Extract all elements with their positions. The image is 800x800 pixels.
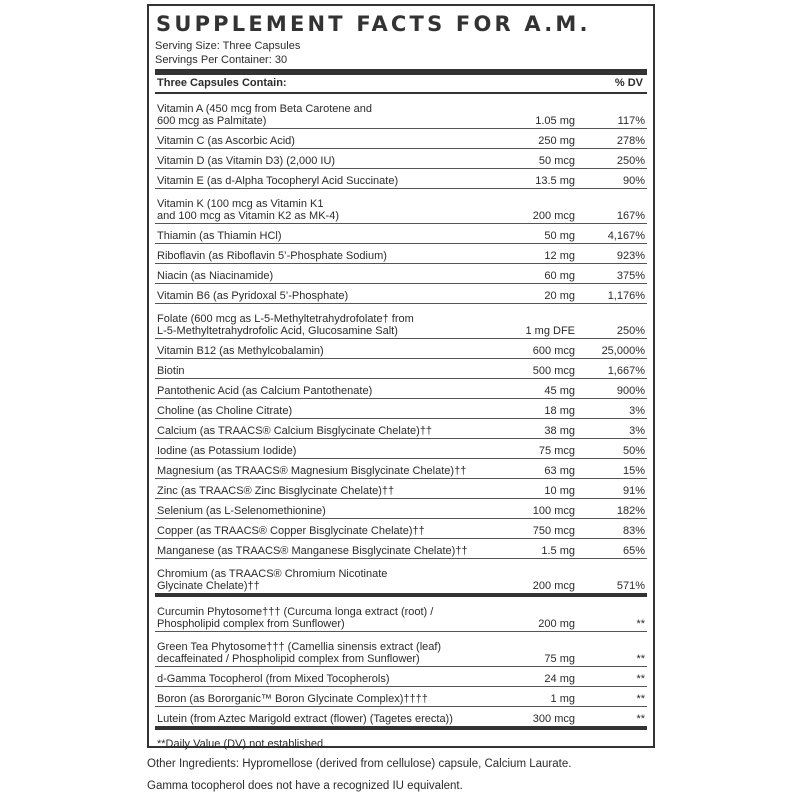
nutrient-name: Niacin (as Niacinamide) — [157, 269, 274, 282]
table-row — [155, 379, 647, 399]
nutrient-name: Vitamin K (100 mcg as Vitamin K1 and 100 mcg as Vitamin K2 as MK-4) — [157, 198, 339, 222]
nutrient-dv: 50% — [622, 444, 645, 457]
table-row — [155, 149, 647, 169]
nutrient-dv: ** — [636, 712, 645, 725]
nutrient-dv: 4,167% — [607, 229, 645, 242]
nutrient-name: Choline (as Choline Citrate) — [157, 404, 293, 417]
nutrient-dv: 250% — [616, 154, 645, 167]
table-row — [155, 419, 647, 439]
nutrient-amount: 100 mcg — [532, 504, 575, 517]
nutrient-dv: 1,176% — [607, 289, 645, 302]
nutrient-name: Curcumin Phytosome††† (Curcuma longa extract (root) / Phospholipid complex from Sunflower) — [157, 606, 434, 630]
nutrient-dv: 25,000% — [601, 344, 645, 357]
nutrient-dv: 375% — [616, 269, 645, 282]
nutrient-amount: 18 mg — [544, 404, 575, 417]
nutrient-dv: 15% — [622, 464, 645, 477]
gamma-note: Gamma tocopherol does not have a recognized IU equivalent. — [147, 780, 463, 792]
nutrient-amount: 200 mcg — [532, 579, 575, 592]
nutrient-amount: 1.05 mg — [535, 114, 575, 127]
nutrient-table — [155, 94, 647, 597]
header-contain: Three Capsules Contain: — [157, 77, 287, 89]
nutrient-name: Manganese (as TRAACS® Manganese Bisglycinate Chelate)†† — [157, 544, 468, 557]
nutrient-amount: 75 mg — [544, 652, 575, 665]
nutrient-name: Vitamin A (450 mcg from Beta Carotene and 600 mcg as Palmitate) — [157, 103, 373, 127]
nutrient-dv: ** — [636, 692, 645, 705]
table-row — [155, 169, 647, 189]
nutrient-name: Calcium (as TRAACS® Calcium Bisglycinate Chelate)†† — [157, 424, 433, 437]
nutrient-amount: 24 mg — [544, 672, 575, 685]
nutrient-amount: 50 mg — [544, 229, 575, 242]
table-row — [155, 264, 647, 284]
other-nutrient-table — [155, 597, 647, 730]
table-row — [155, 539, 647, 559]
table-row — [155, 459, 647, 479]
nutrient-dv: 117% — [617, 114, 645, 127]
table-row — [155, 667, 647, 687]
nutrient-name: Biotin — [157, 364, 185, 377]
nutrient-dv: 167% — [616, 209, 645, 222]
nutrient-dv: 250% — [616, 324, 645, 337]
label-title: SUPPLEMENT FACTS FOR A.M. — [156, 12, 591, 36]
table-row — [155, 479, 647, 499]
nutrient-name: Zinc (as TRAACS® Zinc Bisglycinate Chelate)†† — [157, 484, 395, 497]
nutrient-dv: 278% — [616, 134, 645, 147]
nutrient-name: Chromium (as TRAACS® Chromium Nicotinate Glycinate Chelate)†† — [157, 568, 388, 592]
nutrient-name: Green Tea Phytosome††† (Camellia sinensis extract (leaf) decaffeinated / Phospholipid complex from Sunflower) — [157, 641, 442, 665]
nutrient-dv: 900% — [616, 384, 645, 397]
nutrient-name: Pantothenic Acid (as Calcium Pantothenate) — [157, 384, 373, 397]
nutrient-amount: 10 mg — [544, 484, 575, 497]
nutrient-name: Vitamin D (as Vitamin D3) (2,000 IU) — [157, 154, 336, 167]
nutrient-amount: 200 mg — [538, 617, 575, 630]
table-row — [155, 304, 647, 339]
table-row — [155, 94, 647, 129]
nutrient-dv: 65% — [622, 544, 645, 557]
nutrient-name: Riboflavin (as Riboflavin 5’-Phosphate Sodium) — [157, 249, 387, 262]
nutrient-dv: ** — [636, 672, 645, 685]
table-row — [155, 284, 647, 304]
nutrient-amount: 63 mg — [544, 464, 575, 477]
nutrient-amount: 75 mcg — [538, 444, 575, 457]
header-dv: % DV — [614, 77, 643, 89]
nutrient-name: Copper (as TRAACS® Copper Bisglycinate Chelate)†† — [157, 524, 425, 537]
nutrient-name: Magnesium (as TRAACS® Magnesium Bisglycinate Chelate)†† — [157, 464, 467, 477]
table-row — [155, 129, 647, 149]
nutrient-amount: 12 mg — [544, 249, 575, 262]
nutrient-amount: 20 mg — [544, 289, 575, 302]
dv-footnote: **Daily Value (DV) not established. — [157, 738, 327, 750]
serving-size: Serving Size: Three Capsules — [155, 40, 301, 52]
nutrient-name: Iodine (as Potassium Iodide) — [157, 444, 297, 457]
other-ingredients-block — [147, 753, 667, 797]
nutrient-amount: 250 mg — [538, 134, 575, 147]
nutrient-amount: 1.5 mg — [541, 544, 575, 557]
nutrient-amount: 200 mcg — [532, 209, 575, 222]
table-row — [155, 499, 647, 519]
table-row — [155, 439, 647, 459]
nutrient-amount: 13.5 mg — [535, 174, 575, 187]
table-row — [155, 632, 647, 667]
nutrient-amount: 60 mg — [544, 269, 575, 282]
table-row — [155, 559, 647, 597]
nutrient-amount: 38 mg — [544, 424, 575, 437]
nutrient-amount: 1 mg — [550, 692, 575, 705]
nutrient-amount: 45 mg — [544, 384, 575, 397]
nutrient-name: Thiamin (as Thiamin HCl) — [157, 229, 282, 242]
table-header — [155, 69, 647, 94]
other-ingredients: Other Ingredients: Hypromellose (derived from cellulose) capsule, Calcium Laurate. — [147, 758, 572, 770]
table-row — [155, 244, 647, 264]
table-row — [155, 597, 647, 632]
nutrient-name: Lutein (from Aztec Marigold extract (flower) (Tagetes erecta)) — [157, 712, 453, 725]
nutrient-amount: 50 mcg — [538, 154, 575, 167]
nutrient-dv: 3% — [629, 404, 645, 417]
nutrient-name: Boron (as Bororganic™ Boron Glycinate Complex)†††† — [157, 692, 428, 705]
nutrient-name: Vitamin B6 (as Pyridoxal 5’-Phosphate) — [157, 289, 349, 302]
nutrient-amount: 300 mcg — [532, 712, 575, 725]
nutrient-dv: 1,667% — [607, 364, 645, 377]
nutrient-amount: 1 mg DFE — [525, 324, 575, 337]
nutrient-dv: 91% — [622, 484, 645, 497]
table-row — [155, 399, 647, 419]
nutrient-dv: ** — [636, 652, 645, 665]
nutrient-amount: 600 mcg — [532, 344, 575, 357]
nutrient-dv: 923% — [616, 249, 645, 262]
nutrient-amount: 750 mcg — [532, 524, 575, 537]
nutrient-name: Folate (600 mcg as L-5-Methyltetrahydrofolate† from L-5-Methyltetrahydrofolic Acid, Glucosamine Salt) — [157, 313, 414, 337]
nutrient-dv: 90% — [622, 174, 645, 187]
table-row — [155, 707, 647, 730]
nutrient-name: Vitamin C (as Ascorbic Acid) — [157, 134, 295, 147]
table-row — [155, 224, 647, 244]
table-row — [155, 519, 647, 539]
nutrient-name: d-Gamma Tocopherol (from Mixed Tocopherols) — [157, 672, 390, 685]
nutrient-dv: ** — [636, 617, 645, 630]
table-row — [155, 339, 647, 359]
nutrient-amount: 500 mcg — [532, 364, 575, 377]
supplement-facts-panel — [147, 4, 655, 748]
table-row — [155, 687, 647, 707]
table-row — [155, 189, 647, 224]
nutrient-dv: 182% — [616, 504, 645, 517]
nutrient-name: Vitamin B12 (as Methylcobalamin) — [157, 344, 324, 357]
nutrient-dv: 83% — [622, 524, 645, 537]
servings-per-container: Servings Per Container: 30 — [155, 54, 288, 66]
nutrient-dv: 571% — [616, 579, 645, 592]
table-row — [155, 359, 647, 379]
nutrient-dv: 3% — [629, 424, 645, 437]
nutrient-name: Selenium (as L-Selenomethionine) — [157, 504, 326, 517]
nutrient-name: Vitamin E (as d-Alpha Tocopheryl Acid Succinate) — [157, 174, 399, 187]
